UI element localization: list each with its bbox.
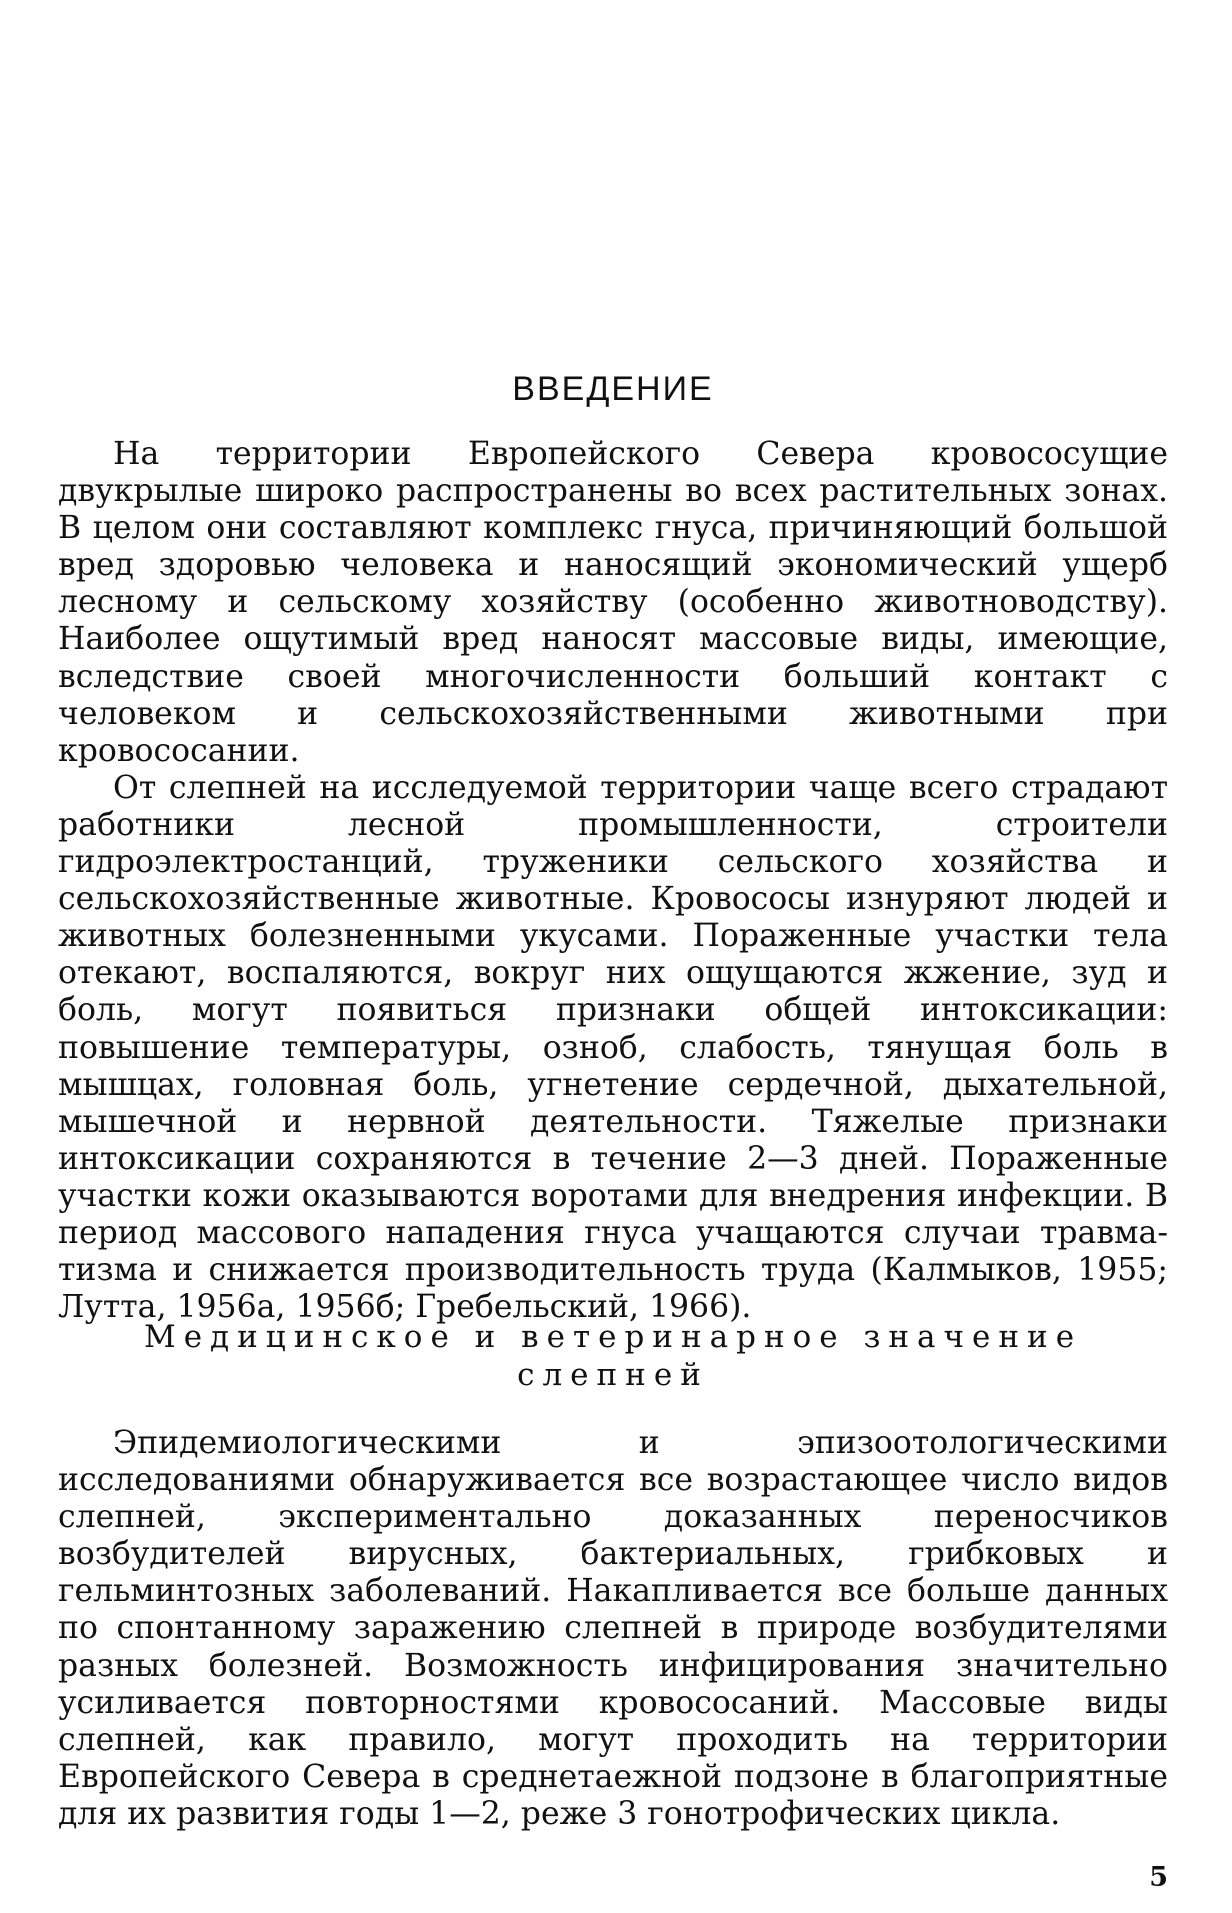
section-body xyxy=(58,1425,1168,1833)
introduction-body xyxy=(58,436,1168,1326)
section-paragraph-1: Эпидемиологическими и эпизоотологическими исследованиями обнаруживается все возрастающее число видов слепней, экспериментально доказанных переносчиков возбудителей вирусных, бактериальных, грибковых и гельминтозных заболеваний. Накапливается все больше данных по спонтанному заражению слепней в природе возбудителями разных болезней. Возможность инфицирования значительно усиливается повторностями кровососаний. Массовые виды слепней, как правило, могут проходить на территории Европейского Севера в среднетаежной подзоне в благоприятные для их развития годы 1—2, реже 3 гонотрофических цикла. xyxy=(58,1425,1168,1832)
page-number: 5 xyxy=(1149,1862,1168,1893)
section-heading: Медицинское и ветеринарное значение слепней xyxy=(143,1319,1083,1393)
document-page xyxy=(58,0,1168,1913)
chapter-heading: ВВЕДЕНИЕ xyxy=(512,370,714,408)
intro-paragraph-1: На территории Европейского Севера кровососущие двукрылые широко распространены во всех растительных зонах. В целом они составляют комплекс гнуса, причиняющий большой вред здоровью человека и наносящий экономический ущерб лесному и сельскому хозяйству (особенно животноводству). Наиболее ощутимый вред наносят массовые виды, имеющие, вследствие своей многочисленности больший контакт с человеком и сельскохозяйственными животными при кровососании. xyxy=(58,436,1168,769)
intro-paragraph-2: От слепней на исследуемой территории чаще всего страдают работники лесной промышленности, строители гидроэлектростанций, труженики сельского хозяйства и сельскохозяйственные животные. Кровососы изнуряют людей и животных болезненными укусами. Пораженные участки тела отекают, воспаляются, вокруг них ощущаются жжение, зуд и боль, могут появиться признаки общей интоксикации: повышение температуры, озноб, слабость, тянущая боль в мышцах, головная боль, угнетение сердечной, дыхательной, мышечной и нервной деятельности. Тяжелые признаки интоксикации сохраняются в течение 2—3 дней. Пораженные участки кожи оказываются воротами для внедрения инфекции. В период массового нападения гнуса учащаются случаи травматизма и снижается производительность труда (Калмыков, 1955; Лутта, 1956а, 1956б; Гребельский, 1966). xyxy=(58,769,1168,1326)
